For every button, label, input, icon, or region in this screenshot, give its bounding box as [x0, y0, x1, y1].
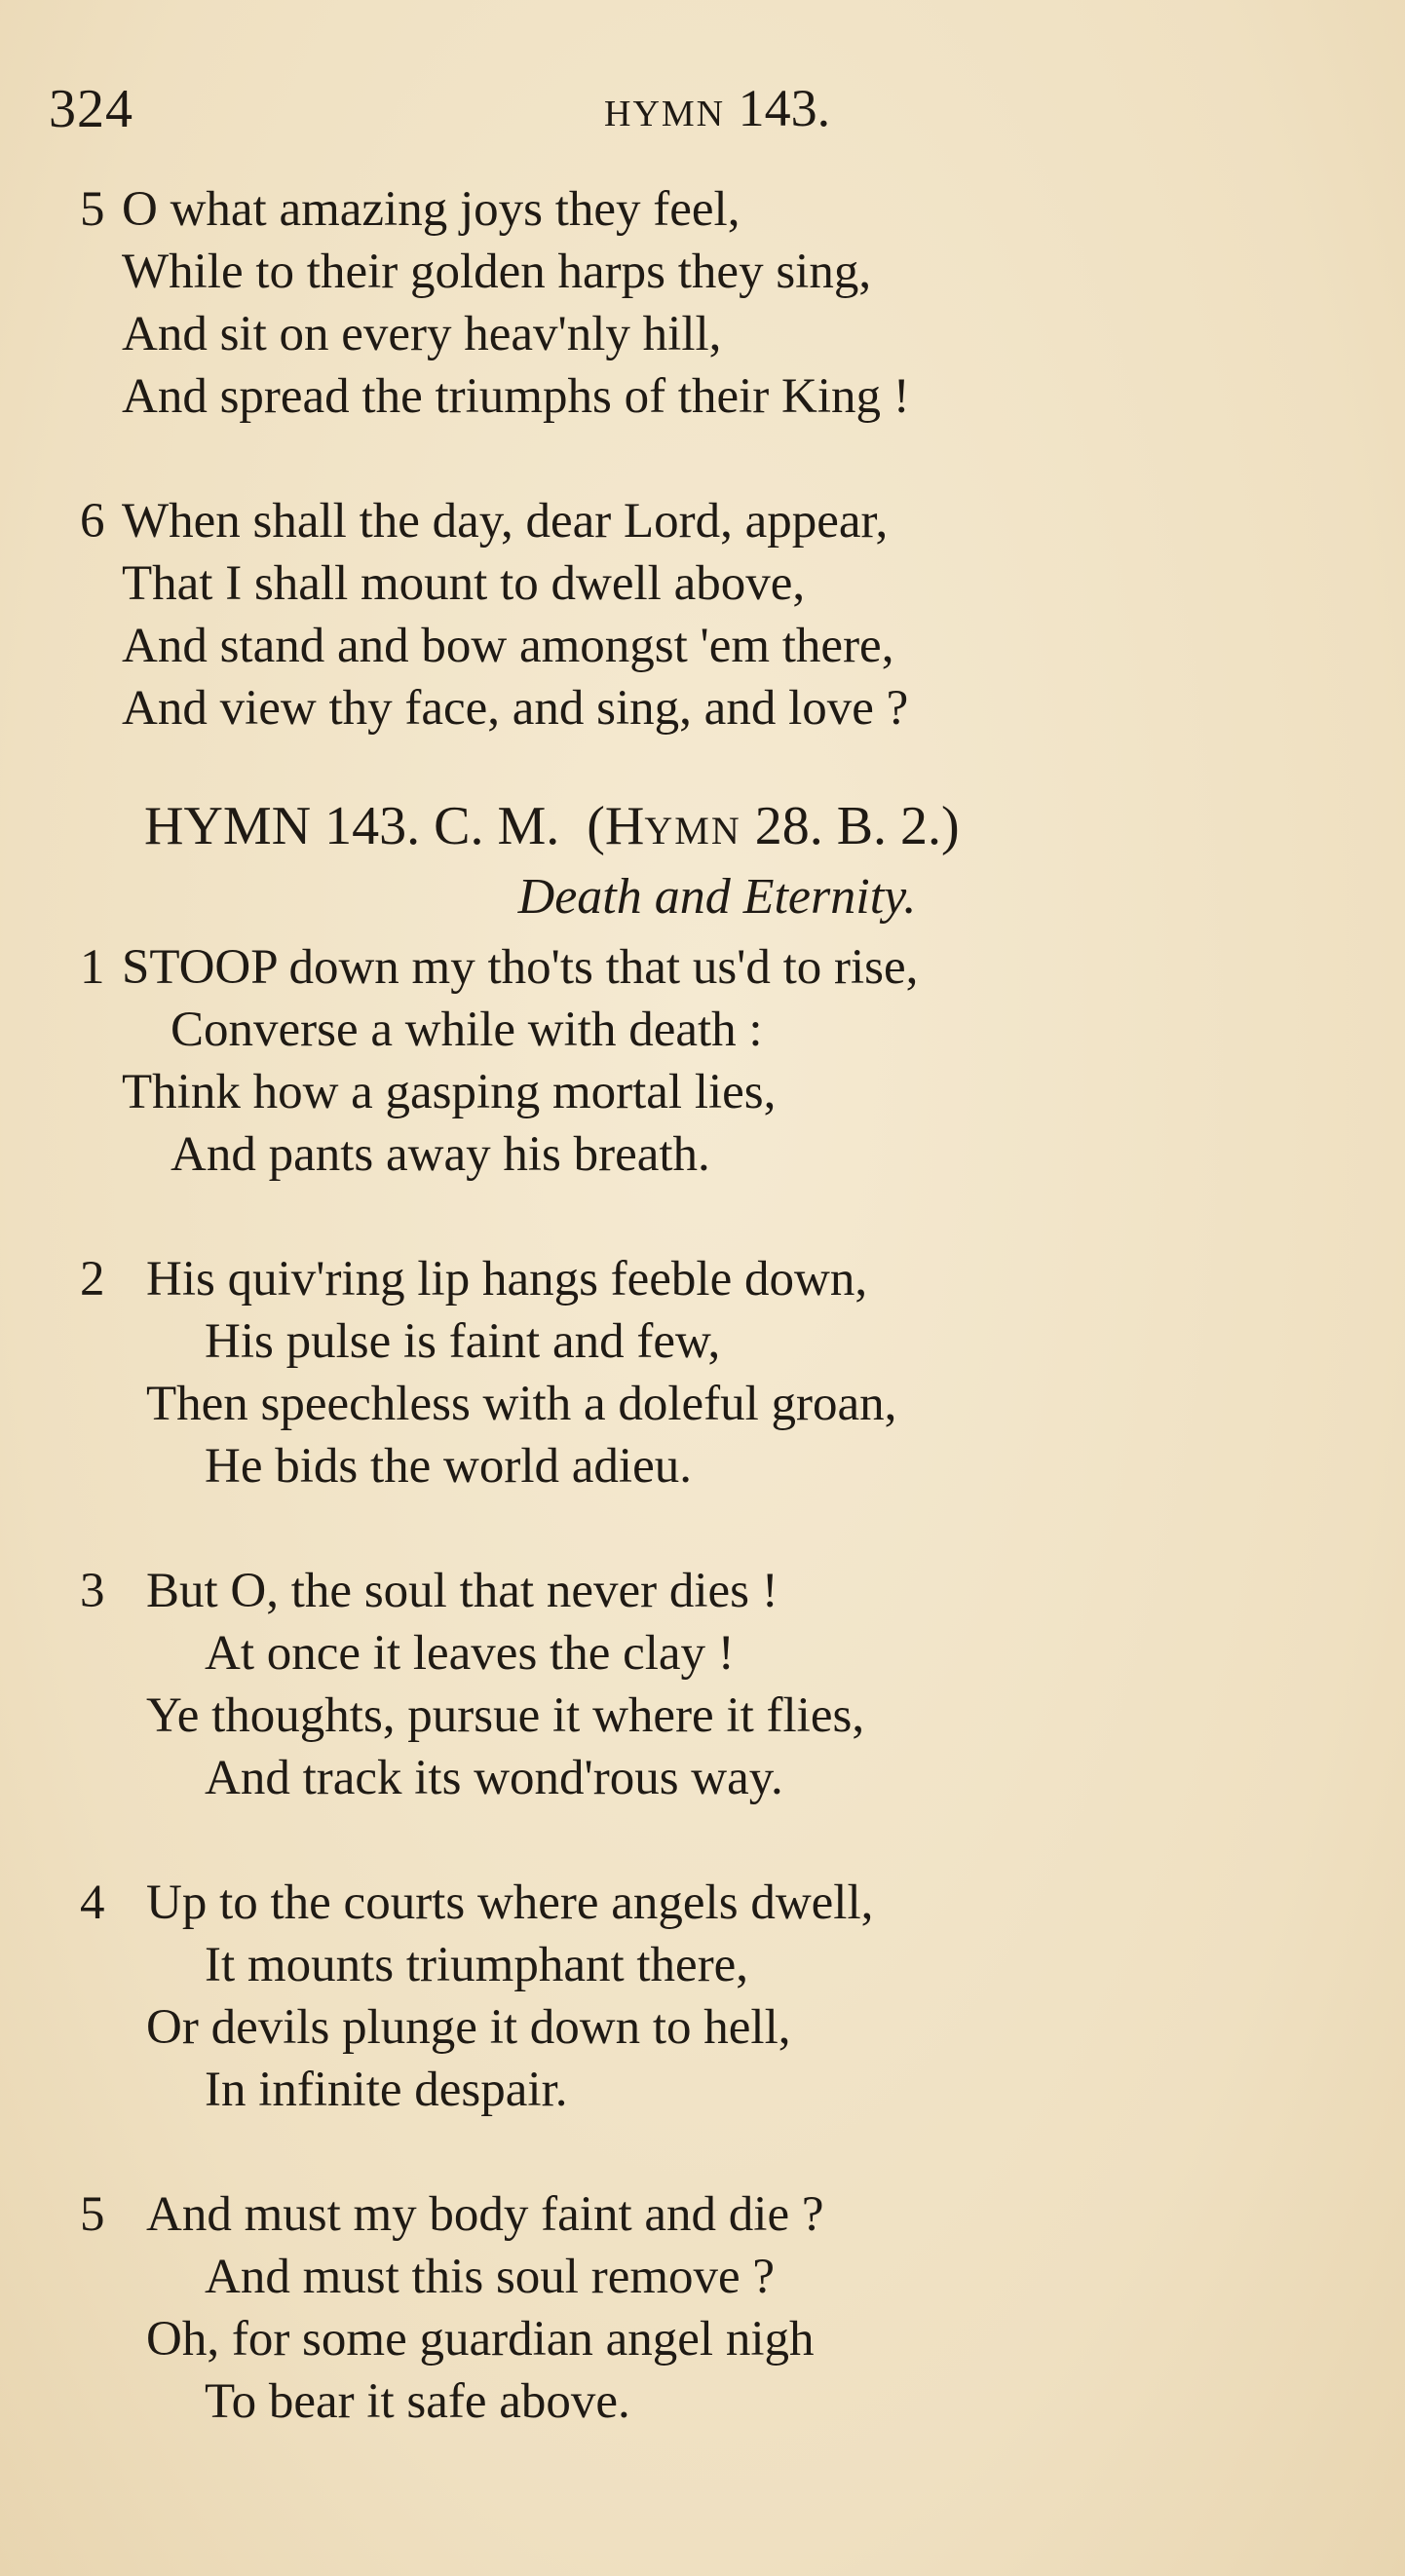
verse-line: In infinite despair.: [205, 2063, 568, 2117]
verse-line: And sit on every heav'nly hill,: [122, 307, 722, 361]
running-title-word: HYMN: [604, 94, 726, 134]
verse-line: When shall the day, dear Lord, appear,: [122, 494, 889, 549]
stanza-number: 5: [80, 182, 105, 237]
verse-line: That I shall mount to dwell above,: [122, 556, 806, 611]
verse-line: Think how a gasping mortal lies,: [122, 1065, 777, 1119]
verse-line: But O, the soul that never dies !: [146, 1564, 778, 1618]
hymn-number-meter: HYMN 143. C. M.: [144, 796, 560, 856]
verse-line: To bear it safe above.: [205, 2374, 630, 2429]
running-title: [604, 78, 830, 138]
stanza-number: 6: [80, 494, 105, 549]
stanza-number: 3: [80, 1564, 105, 1618]
running-head: [49, 78, 1354, 146]
stanza-number: 4: [80, 1875, 105, 1930]
verse-line: Up to the courts where angels dwell,: [146, 1875, 874, 1930]
verse-line: At once it leaves the clay !: [205, 1626, 735, 1681]
hymn-reference: [587, 796, 959, 856]
verse-line: Oh, for some guardian angel nigh: [146, 2312, 815, 2367]
page-number: 324: [49, 79, 133, 139]
hymn-reference-smallcaps: YMN: [644, 809, 741, 852]
verse-line: His pulse is faint and few,: [205, 1314, 721, 1369]
verse-line: While to their golden harps they sing,: [122, 245, 872, 299]
hymn-reference-open: (H: [587, 796, 645, 856]
verse-line: And view thy face, and sing, and love ?: [122, 681, 909, 736]
verse-line: And must my body faint and die ?: [146, 2187, 824, 2242]
stanza-number: 2: [80, 1252, 105, 1307]
verse-line: And spread the triumphs of their King !: [122, 369, 910, 424]
verse-line: Ye thoughts, pursue it where it flies,: [146, 1688, 865, 1743]
verse-line: It mounts triumphant there,: [205, 1938, 749, 1992]
verse-line: Converse a while with death :: [171, 1003, 763, 1057]
verse-line: STOOP down my tho'ts that us'd to rise,: [122, 940, 919, 995]
verse-line: And must this soul remove ?: [205, 2250, 776, 2304]
verse-line: Or devils plunge it down to hell,: [146, 2000, 791, 2055]
verse-line: Then speechless with a doleful groan,: [146, 1377, 897, 1431]
hymn-subtitle: Death and Eternity.: [517, 869, 917, 925]
verse-line: O what amazing joys they feel,: [122, 182, 740, 237]
stanza-number: 5: [80, 2187, 105, 2242]
running-title-number: 143.: [738, 79, 831, 137]
hymn-reference-rest: 28. B. 2.): [740, 796, 960, 856]
verse-line: And pants away his breath.: [171, 1127, 710, 1182]
verse-line: He bids the world adieu.: [205, 1439, 692, 1494]
verse-line: His quiv'ring lip hangs feeble down,: [146, 1252, 868, 1307]
verse-line: And stand and bow amongst 'em there,: [122, 619, 894, 673]
verse-line: And track its wond'rous way.: [205, 1751, 783, 1805]
hymn-heading: [144, 796, 960, 856]
stanza-number: 1: [80, 940, 105, 995]
